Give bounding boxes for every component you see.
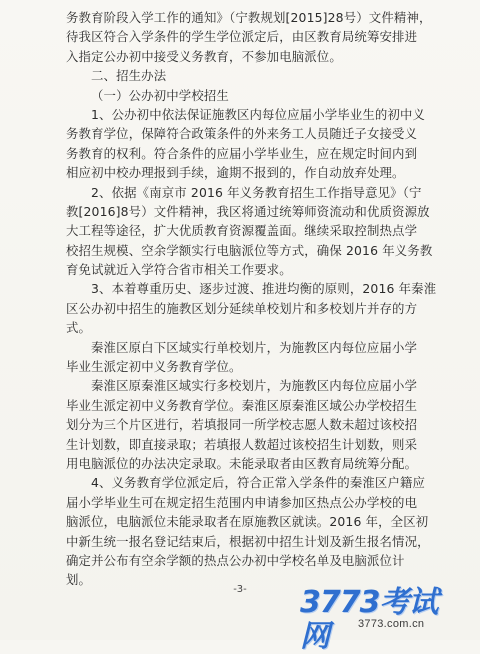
- text-line: 相应初中校办理报到手续，逾期不报到的，作自动放弃处理。: [66, 165, 405, 181]
- watermark-site: 3773.com.cn: [358, 618, 425, 630]
- text-line: 区公办初中招生的施教区划分延续单校划片和多校划片并存的方: [66, 300, 418, 316]
- subsection-heading: （一）公办初中学校招生: [91, 87, 229, 103]
- text-line: 教[2016]8号）文件精神，我区将通过统筹师资流动和优质资源放: [66, 203, 430, 219]
- text-line: 4、义务教育学位派定后，符合正常入学条件的秦淮区户籍应: [91, 475, 426, 491]
- text-line: 2、依据《南京市 2016 年义务教育招生工作指导意见》（宁: [91, 184, 422, 200]
- text-line: 毕业生派定初中义务教育学位。: [66, 359, 242, 375]
- text-line: 脑派位，电脑派位未能录取者在原施教区就读。2016 年，全区初: [66, 514, 429, 530]
- text-line: 生计划数，即直接录取；若填报人数超过该校招生计划数，则采: [66, 436, 418, 452]
- text-line: 大工程等途径，扩大优质教育资源覆盖面。继续采取控制热点学: [66, 223, 418, 239]
- text-line: 待我区符合入学条件的学生学位派定后，由区教育局统筹安排进: [66, 29, 418, 45]
- page-number: -3-: [233, 584, 247, 595]
- text-line: 1、公办初中依法保证施教区内每位应届小学毕业生的初中义: [91, 106, 426, 122]
- text-line: 确定并公布有空余学额的热点公办初中学校名单及电脑派位计: [66, 552, 405, 568]
- document-body: [66, 8, 437, 590]
- text-line: 用电脑派位的办法决定录取。未能录取者由区教育局统筹分配。: [66, 455, 418, 471]
- text-line: 届小学毕业生可在规定招生范围内申请参加区热点公办学校的电: [66, 494, 418, 510]
- text-line: 中新生统一报名登记结束后，根据初中招生计划及新生报名情况，: [66, 533, 430, 549]
- text-line: 毕业生派定初中义务教育学位。秦淮区原秦淮区域公办学校招生: [66, 397, 418, 413]
- text-line: 秦淮区原秦淮区域实行多校划片，为施教区内每位应届小学: [91, 378, 418, 394]
- text-line: 育免试就近入学符合省市相关工作要求。: [66, 262, 292, 278]
- text-line: 秦淮区原白下区域实行单校划片，为施教区内每位应届小学: [91, 339, 418, 355]
- text-line: 务教育学位，保障符合政策条件的外来务工人员随迁子女接受义: [66, 126, 418, 142]
- text-line: 划分为三个片区进行，若填报同一所学校志愿人数未超过该校招: [66, 417, 418, 433]
- text-line: 务教育阶段入学工作的通知》（宁教规划[2015]28号）文件精神，: [66, 10, 432, 25]
- watermark-brand: 3773考试网: [300, 585, 438, 654]
- text-line: 划。: [66, 572, 92, 588]
- text-line: 入指定公办初中接受义务教育，不参加电脑派位。: [66, 48, 342, 64]
- text-line: 式。: [66, 320, 92, 336]
- text-line: 校招生规模、空余学额实行电脑派位等方式，确保 2016 年义务教: [66, 242, 433, 258]
- text-line: 务教育的权利。符合条件的应届小学毕业生，应在规定时间内到: [66, 145, 418, 161]
- text-line: 3、本着尊重历史、逐步过渡、推进均衡的原则，2016 年秦淮: [91, 281, 437, 297]
- section-heading: 二、招生办法: [91, 68, 167, 84]
- watermark-logo: [300, 585, 460, 654]
